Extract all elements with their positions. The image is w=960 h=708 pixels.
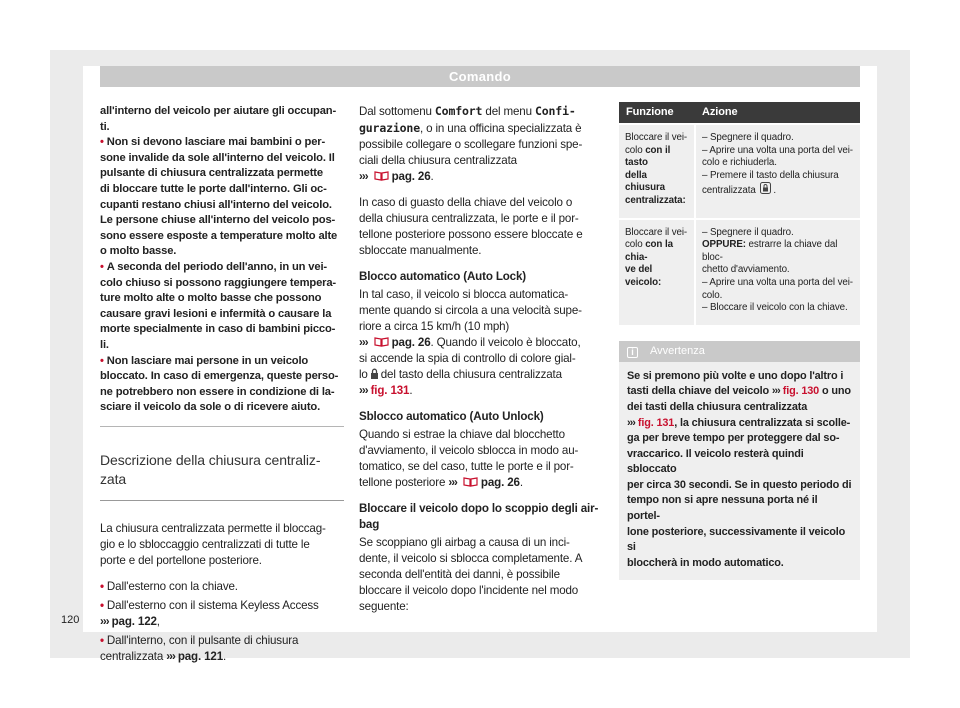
page-reference-link[interactable]: ››› pag. 122 bbox=[100, 614, 157, 628]
warning-item: all'interno del veicolo per aiutare gli occupan- ti. bbox=[100, 105, 337, 133]
column-2 bbox=[359, 103, 602, 615]
paragraph: Se scoppiano gli airbag a causa di un inci- dente, il veicolo si sblocca completamente. A seconda dell'entità dei danni, è possibile bloccare il veicolo dopo l'incidente nel modo seguente: bbox=[359, 536, 583, 613]
list-item: • Dall'interno, con il pulsante di chiusura centralizzata ››› pag. 121. bbox=[100, 633, 299, 663]
menu-code: Comfort bbox=[434, 104, 483, 118]
warning-item: • Non lasciare mai persone in un veicolo bloccato. In caso di emergenza, queste perso- ne potrebbero non essere in condizione di la- sciare il veicolo da sole o di ricevere aiuto. bbox=[100, 354, 339, 414]
figure-reference-link[interactable]: fig. 130 bbox=[782, 385, 820, 398]
menu-code: gurazione bbox=[359, 121, 420, 135]
chevron-right-icon: ››› bbox=[359, 336, 368, 349]
menu-code: Confi- bbox=[534, 104, 576, 118]
figure-reference-link[interactable]: ››› fig. 131 bbox=[359, 384, 410, 397]
book-icon bbox=[374, 336, 389, 347]
list-item: • Dall'esterno con la chiave. bbox=[100, 579, 238, 593]
table-cell-action: – Spegnere il quadro. OPPURE: estrarre la chiave dal bloc- chetto d'avviamento. – Aprire una volta una porta del vei- colo. – Bloccare il veicolo con la chiave. bbox=[695, 219, 860, 325]
table-cell-action: – Spegnere il quadro. – Aprire una volta una porta del vei- colo e richiuderla. – Premere il tasto della chiusura centralizzata . bbox=[695, 124, 860, 219]
bullet-icon: • bbox=[100, 598, 104, 612]
page-reference-link[interactable]: ››› pag. 26 bbox=[359, 170, 431, 183]
function-table bbox=[619, 102, 860, 325]
lock-icon bbox=[370, 368, 379, 379]
bullet-icon: • bbox=[100, 136, 104, 149]
column-1 bbox=[100, 104, 344, 665]
bullet-icon: • bbox=[100, 354, 104, 367]
paragraph: Dal sottomenu Comfort del menu Confi- gurazione, o in una officina specializzata è possibile collegare o scollegare funzioni spe- ciali della chiusura centralizzata ››› pag. 26. bbox=[359, 104, 583, 183]
chevron-right-icon: ››› bbox=[448, 476, 457, 489]
page-reference-link[interactable]: ››› pag. 121 bbox=[166, 649, 224, 663]
chapter-header: Comando bbox=[100, 66, 860, 87]
warning-item: • A seconda del periodo dell'anno, in un vei- colo chiuso si possono raggiungere tempera- ture molto alte o molto basse che possono causare gravi lesioni e infermità o causare la morte specialmente in caso di bambini picco- li. bbox=[100, 260, 336, 351]
page-reference-link[interactable]: ››› pag. 26 bbox=[448, 476, 520, 489]
subheading-auto-unlock: Sblocco automatico (Auto Unlock) bbox=[359, 410, 544, 423]
section-title: Descrizione della chiusura centraliz- zata bbox=[100, 451, 344, 501]
paragraph: Quando si estrae la chiave dal blocchetto d'avviamento, il veicolo sblocca in modo au- tomatico, se del caso, tutte le porte e il por- tellone posteriore ››› pag. 26. bbox=[359, 428, 579, 489]
figure-reference-link[interactable]: fig. 131 bbox=[637, 416, 675, 429]
warning-item: • Non si devono lasciare mai bambini o per- sone invalide da sole all'interno del veicolo. Il pulsante di chiusura centralizzata permette di bloccare tutte le porte dall'interno. Gli oc- cupanti restano chiusi all'interno del veicolo. Le persone chiuse all'interno del veicolo pos- sono essere esposte a temperature molto alte o molto basse. bbox=[100, 136, 338, 258]
chevron-right-icon: ››› bbox=[771, 385, 780, 398]
table-header-action: Azione bbox=[695, 102, 860, 124]
warning-continuation bbox=[100, 104, 344, 427]
column-3 bbox=[619, 102, 860, 580]
lock-button-icon bbox=[760, 182, 771, 194]
chevron-right-icon: ››› bbox=[359, 384, 368, 397]
table-row bbox=[619, 124, 860, 219]
subheading-auto-lock: Blocco automatico (Auto Lock) bbox=[359, 270, 526, 283]
page-reference-link[interactable]: ››› pag. 26 bbox=[359, 336, 431, 349]
page-number: 120 bbox=[61, 614, 80, 626]
chevron-right-icon: ››› bbox=[100, 614, 109, 628]
chevron-right-icon: ››› bbox=[166, 649, 175, 663]
notice-body: Se si premono più volte e uno dopo l'altro i tasti della chiave del veicolo ››› fig. 130 o uno dei tasti della chiusura centralizzata ››› fig. 131, la chiusura centralizzata si scolle- ga per breve tempo per proteggere dal so- vraccarico. Il veicolo resterà quindi sbloccato per circa 30 secondi. Se in questo periodo di tempo non si apre nessuna porta né il portel- lone posteriore, successivamente il veicolo si bloccherà in modo automatico. bbox=[619, 362, 860, 581]
bullet-icon: • bbox=[100, 260, 104, 273]
subheading-airbag: Bloccare il veicolo dopo lo scoppio degli air- bag bbox=[359, 502, 599, 531]
book-icon bbox=[463, 476, 478, 487]
bullet-icon: • bbox=[100, 633, 104, 647]
chevron-right-icon: ››› bbox=[627, 416, 635, 429]
book-icon bbox=[374, 170, 389, 181]
bullet-icon: • bbox=[100, 579, 104, 593]
table-row bbox=[619, 219, 860, 325]
paragraph: In caso di guasto della chiave del veicolo o della chiusura centralizzata, le porte e il por- tellone posteriore possono essere bloccate e sbloccate manualmente. bbox=[359, 196, 583, 257]
list-item: • Dall'esterno con il sistema Keyless Access ››› pag. 122, bbox=[100, 598, 319, 628]
notice-header: i Avvertenza bbox=[619, 341, 860, 362]
table-header-function: Funzione bbox=[619, 102, 695, 124]
info-icon: i bbox=[627, 347, 638, 358]
table-cell-function: Bloccare il vei- colo con il tasto della chiusura centralizzata: bbox=[619, 124, 695, 219]
chevron-right-icon: ››› bbox=[359, 170, 368, 183]
table-cell-function: Bloccare il vei- colo con la chia- ve del veicolo: bbox=[619, 219, 695, 325]
paragraph: In tal caso, il veicolo si blocca automatica- mente quando si circola a una velocità supe- riore a circa 15 km/h (10 mph) ››› pag. 26. Quando il veicolo è bloccato, si accende la spia di controllo di colore gial- lo del tasto della chiusura centralizzata ››› fig. 131. bbox=[359, 288, 582, 397]
intro-paragraph: La chiusura centralizzata permette il bloccag- gio e lo sbloccaggio centralizzati di tutte le porte e del portellone posteriore. bbox=[100, 521, 326, 567]
notice-box bbox=[619, 341, 860, 581]
